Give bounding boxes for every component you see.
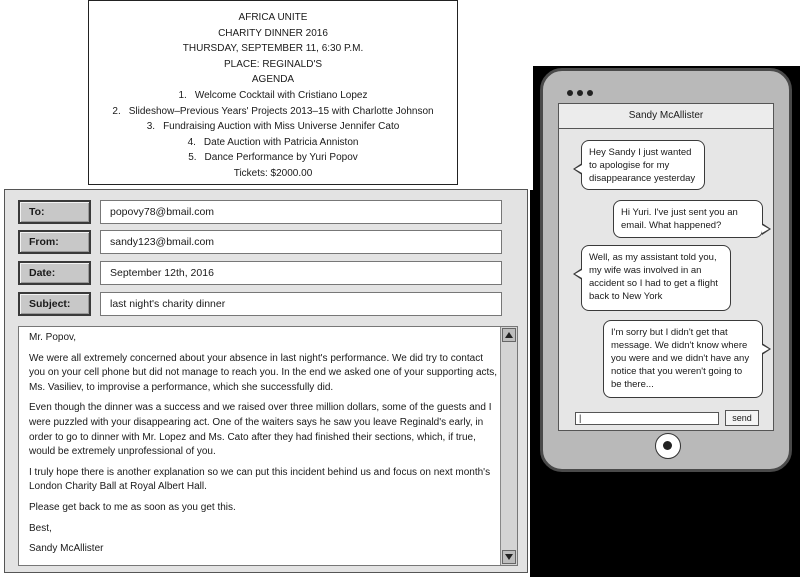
email-date-row xyxy=(18,261,506,285)
message-input[interactable]: | xyxy=(575,412,719,425)
background-panel xyxy=(458,0,533,190)
bubble-tail xyxy=(573,163,582,175)
home-button[interactable] xyxy=(655,433,681,459)
agenda-item-number: 2. xyxy=(112,105,121,117)
chat-message-incoming xyxy=(581,140,705,190)
email-from-row xyxy=(18,230,506,254)
chat-message-text: Hi Yuri. I've just sent you an email. What happened? xyxy=(621,207,738,231)
agenda-event: CHARITY DINNER 2016 xyxy=(218,27,328,39)
agenda-item-text: Fundraising Auction with Miss Universe Jennifer Cato xyxy=(163,121,400,133)
agenda-item xyxy=(89,135,457,151)
email-paragraph: Even though the dinner was a success and we raised over three million dollars, some of the guests and I were puzzled with your disappearing act. One of the waiters says he saw you leave Reginald's early, in order to go to dinner with Mr. Lopez and Ms. Cato after they had finished their sections, which, if true, would be extremely unprofessional of you. xyxy=(29,402,492,458)
agenda-list xyxy=(89,88,457,166)
agenda-item xyxy=(89,88,457,104)
email-from-label: From: xyxy=(18,230,91,254)
agenda-tickets: Tickets: $2000.00 xyxy=(233,167,313,179)
chat-message-outgoing xyxy=(613,200,763,238)
agenda-item-number: 3. xyxy=(146,121,156,133)
bubble-tail xyxy=(762,223,771,235)
chat-message-text: Well, as my assistant told you, my wife was involved in an accident so I had to get a flight back to New York xyxy=(589,252,718,302)
agenda-item-number: 5. xyxy=(188,152,197,164)
send-button[interactable]: send xyxy=(725,410,759,426)
bubble-tail xyxy=(573,268,582,280)
arrow-down-icon xyxy=(505,554,513,560)
email-paragraph: I truly hope there is another explanation so we can put this incident behind us and focus on next month's London Charity Ball at Royal Albert Hall. xyxy=(29,466,491,493)
email-subject-row xyxy=(18,292,506,316)
background-panel xyxy=(533,0,800,66)
email-body-text xyxy=(29,331,499,563)
home-icon xyxy=(663,441,672,450)
email-window xyxy=(4,189,528,573)
agenda-item xyxy=(89,104,457,120)
chat-message-text: I'm sorry but I didn't get that message. We didn't know where you were and we didn't have any notice that you weren't going to be there... xyxy=(611,327,750,390)
email-to-label: To: xyxy=(18,200,91,224)
phone-device xyxy=(540,68,792,472)
background-panel xyxy=(0,0,88,190)
email-date-field[interactable]: September 12th, 2016 xyxy=(100,261,502,285)
scroll-down-button[interactable] xyxy=(502,550,516,564)
chat-message-outgoing xyxy=(603,320,763,398)
email-date-label: Date: xyxy=(18,261,91,285)
email-to-row xyxy=(18,200,506,224)
email-paragraph: Please get back to me as soon as you get this. xyxy=(29,501,236,513)
agenda-heading: AGENDA xyxy=(251,74,295,86)
email-signoff: Best, xyxy=(29,522,52,534)
chat-contact-name: Sandy McAllister xyxy=(559,104,773,129)
agenda-item-text: Date Auction with Patricia Anniston xyxy=(203,136,359,148)
chat-message-text: Hey Sandy I just wanted to apologise for my disappearance yesterday xyxy=(589,147,696,184)
agenda-item-text: Slideshow–Previous Years' Projects 2013–15 with Charlotte Johnson xyxy=(128,105,434,117)
agenda-item xyxy=(89,119,457,135)
agenda-item-number: 1. xyxy=(178,89,187,101)
agenda-datetime: THURSDAY, SEPTEMBER 11, 6:30 P.M. xyxy=(182,43,364,55)
email-salutation: Mr. Popov, xyxy=(29,332,77,343)
email-subject-field[interactable]: last night's charity dinner xyxy=(100,292,502,316)
email-body[interactable] xyxy=(18,326,518,566)
agenda-item xyxy=(89,150,457,166)
phone-screen xyxy=(558,103,774,431)
email-from-field[interactable]: sandy123@bmail.com xyxy=(100,230,502,254)
email-paragraph: We were all extremely concerned about your absence in last night's performance. We did try to contact you on your cell phone but did not manage to reach you. In the end we asked one of your supporting acts, Ms. Vasiliev, to improvise a performance, which she successfully did. xyxy=(29,352,498,393)
scroll-up-button[interactable] xyxy=(502,328,516,342)
email-scrollbar[interactable] xyxy=(500,327,517,565)
arrow-up-icon xyxy=(505,332,513,338)
agenda-card xyxy=(88,0,458,185)
chat-message-incoming xyxy=(581,245,731,311)
bubble-tail xyxy=(762,343,771,355)
agenda-item-text: Welcome Cocktail with Cristiano Lopez xyxy=(194,89,368,101)
email-to-field[interactable]: popovy78@bmail.com xyxy=(100,200,502,224)
email-signature: Sandy McAllister xyxy=(29,543,104,555)
agenda-org: AFRICA UNITE xyxy=(238,12,308,23)
agenda-item-number: 4. xyxy=(187,136,196,148)
agenda-item-text: Dance Performance by Yuri Popov xyxy=(204,152,358,164)
camera-dots-icon xyxy=(567,83,597,101)
agenda-place: PLACE: REGINALD'S xyxy=(223,58,323,70)
email-subject-label: Subject: xyxy=(18,292,91,316)
